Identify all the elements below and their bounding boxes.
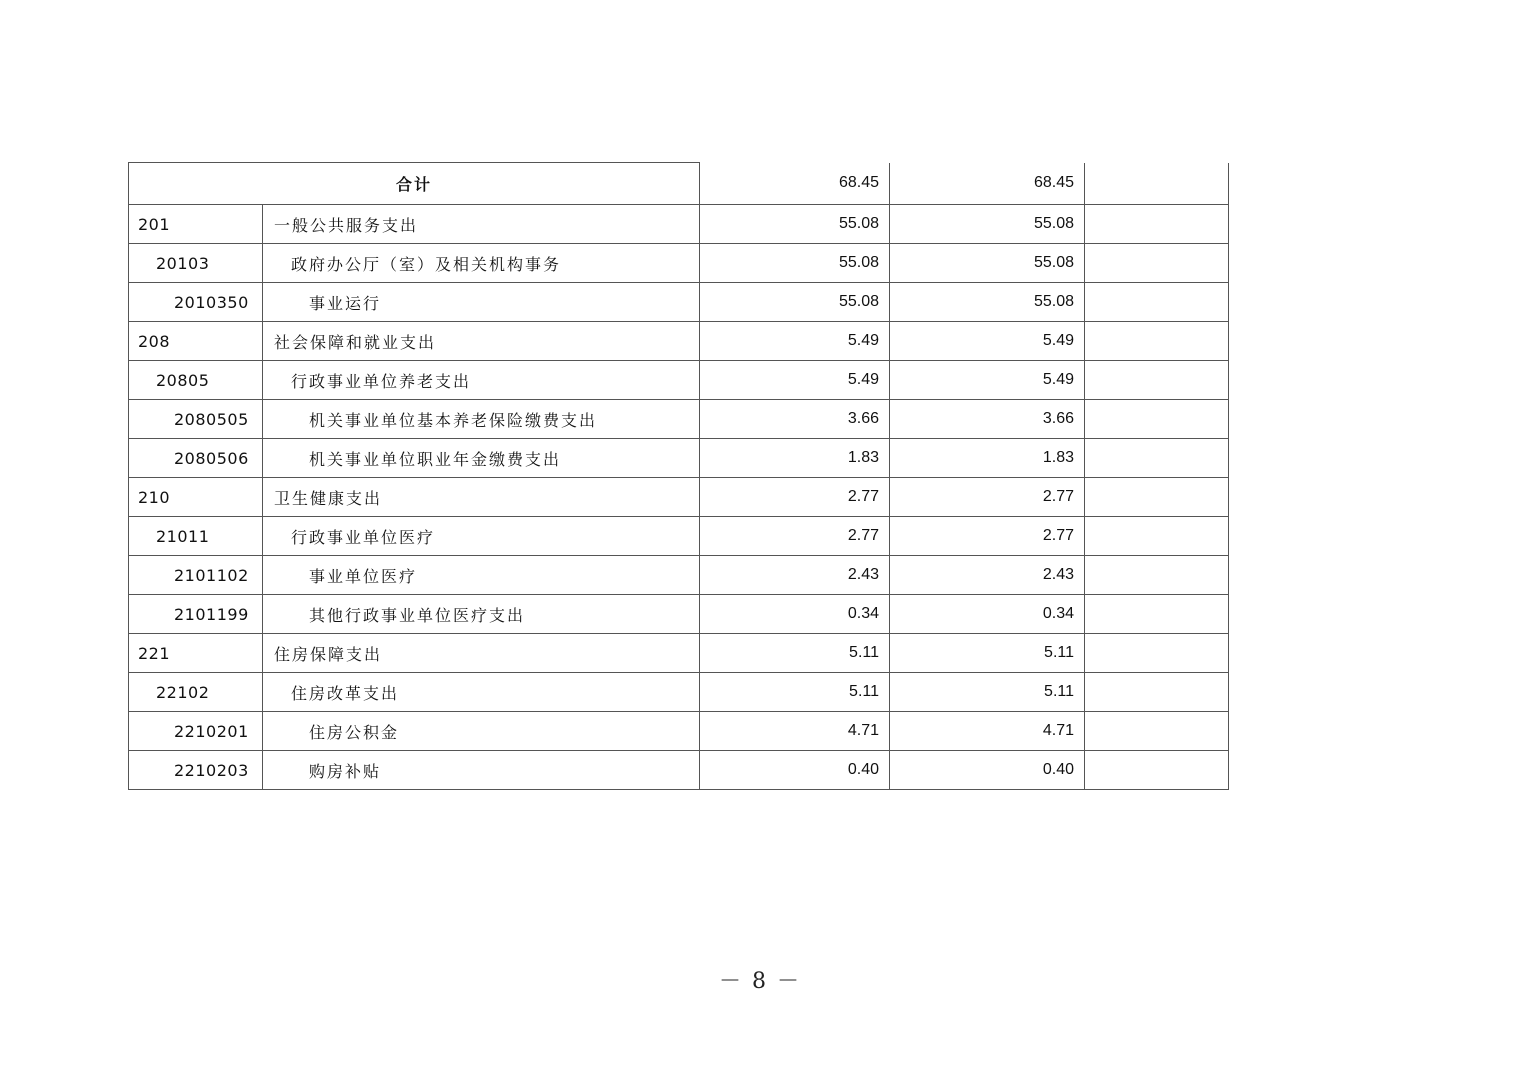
row-value-3 bbox=[1085, 478, 1229, 517]
table-row bbox=[129, 244, 1229, 283]
row-value-2: 0.40 bbox=[890, 751, 1085, 790]
table-row bbox=[129, 751, 1229, 790]
row-value-2: 5.49 bbox=[890, 322, 1085, 361]
total-value-2: 68.45 bbox=[890, 163, 1085, 205]
budget-table bbox=[128, 162, 1229, 790]
table-row bbox=[129, 283, 1229, 322]
row-value-2: 5.11 bbox=[890, 634, 1085, 673]
row-value-1: 5.49 bbox=[700, 361, 890, 400]
table-row bbox=[129, 400, 1229, 439]
page-number: － 8 － bbox=[719, 969, 801, 994]
row-value-1: 2.77 bbox=[700, 517, 890, 556]
row-value-3 bbox=[1085, 751, 1229, 790]
row-code: 2210201 bbox=[129, 712, 263, 751]
row-value-3 bbox=[1085, 634, 1229, 673]
row-value-3 bbox=[1085, 712, 1229, 751]
row-code: 2210203 bbox=[129, 751, 263, 790]
row-name: 购房补贴 bbox=[263, 751, 700, 790]
table-row bbox=[129, 634, 1229, 673]
row-code: 210 bbox=[129, 478, 263, 517]
row-code: 2010350 bbox=[129, 283, 263, 322]
row-value-3 bbox=[1085, 517, 1229, 556]
table-row bbox=[129, 595, 1229, 634]
row-code: 221 bbox=[129, 634, 263, 673]
row-value-3 bbox=[1085, 205, 1229, 244]
row-value-2: 5.11 bbox=[890, 673, 1085, 712]
table-row bbox=[129, 478, 1229, 517]
row-code: 22102 bbox=[129, 673, 263, 712]
row-value-2: 0.34 bbox=[890, 595, 1085, 634]
row-value-2: 55.08 bbox=[890, 205, 1085, 244]
row-value-1: 5.49 bbox=[700, 322, 890, 361]
row-value-2: 1.83 bbox=[890, 439, 1085, 478]
table-body bbox=[129, 163, 1229, 790]
row-value-1: 0.40 bbox=[700, 751, 890, 790]
row-name: 机关事业单位职业年金缴费支出 bbox=[263, 439, 700, 478]
row-value-1: 3.66 bbox=[700, 400, 890, 439]
row-name: 事业运行 bbox=[263, 283, 700, 322]
row-value-2: 55.08 bbox=[890, 244, 1085, 283]
row-code: 208 bbox=[129, 322, 263, 361]
table-row bbox=[129, 205, 1229, 244]
row-value-2: 55.08 bbox=[890, 283, 1085, 322]
row-value-1: 4.71 bbox=[700, 712, 890, 751]
row-value-3 bbox=[1085, 283, 1229, 322]
row-value-3 bbox=[1085, 439, 1229, 478]
row-code: 20103 bbox=[129, 244, 263, 283]
row-name: 机关事业单位基本养老保险缴费支出 bbox=[263, 400, 700, 439]
row-code: 2080505 bbox=[129, 400, 263, 439]
table-row bbox=[129, 556, 1229, 595]
row-value-2: 2.43 bbox=[890, 556, 1085, 595]
row-value-1: 1.83 bbox=[700, 439, 890, 478]
row-value-2: 2.77 bbox=[890, 517, 1085, 556]
row-value-1: 5.11 bbox=[700, 673, 890, 712]
row-value-3 bbox=[1085, 322, 1229, 361]
total-label: 合计 bbox=[129, 163, 700, 205]
row-name: 行政事业单位医疗 bbox=[263, 517, 700, 556]
row-value-3 bbox=[1085, 400, 1229, 439]
row-value-1: 55.08 bbox=[700, 205, 890, 244]
row-value-1: 55.08 bbox=[700, 283, 890, 322]
row-code: 2080506 bbox=[129, 439, 263, 478]
total-row bbox=[129, 163, 1229, 205]
table-row bbox=[129, 517, 1229, 556]
row-value-3 bbox=[1085, 244, 1229, 283]
row-name: 住房公积金 bbox=[263, 712, 700, 751]
row-name: 政府办公厅（室）及相关机构事务 bbox=[263, 244, 700, 283]
row-code: 2101199 bbox=[129, 595, 263, 634]
table-row bbox=[129, 361, 1229, 400]
total-value-1: 68.45 bbox=[700, 163, 890, 205]
row-code: 21011 bbox=[129, 517, 263, 556]
row-name: 卫生健康支出 bbox=[263, 478, 700, 517]
row-value-3 bbox=[1085, 556, 1229, 595]
row-value-2: 4.71 bbox=[890, 712, 1085, 751]
table-row bbox=[129, 439, 1229, 478]
row-value-1: 0.34 bbox=[700, 595, 890, 634]
row-value-3 bbox=[1085, 673, 1229, 712]
row-name: 事业单位医疗 bbox=[263, 556, 700, 595]
row-value-2: 3.66 bbox=[890, 400, 1085, 439]
row-value-2: 5.49 bbox=[890, 361, 1085, 400]
row-code: 2101102 bbox=[129, 556, 263, 595]
row-name: 其他行政事业单位医疗支出 bbox=[263, 595, 700, 634]
row-value-1: 5.11 bbox=[700, 634, 890, 673]
row-code: 201 bbox=[129, 205, 263, 244]
row-value-1: 2.77 bbox=[700, 478, 890, 517]
row-name: 一般公共服务支出 bbox=[263, 205, 700, 244]
row-name: 社会保障和就业支出 bbox=[263, 322, 700, 361]
row-value-2: 2.77 bbox=[890, 478, 1085, 517]
row-code: 20805 bbox=[129, 361, 263, 400]
total-value-3 bbox=[1085, 163, 1229, 205]
row-name: 住房保障支出 bbox=[263, 634, 700, 673]
table-row bbox=[129, 673, 1229, 712]
table-row bbox=[129, 322, 1229, 361]
row-value-1: 55.08 bbox=[700, 244, 890, 283]
row-value-3 bbox=[1085, 361, 1229, 400]
table-row bbox=[129, 712, 1229, 751]
row-name: 行政事业单位养老支出 bbox=[263, 361, 700, 400]
row-value-3 bbox=[1085, 595, 1229, 634]
row-value-1: 2.43 bbox=[700, 556, 890, 595]
row-name: 住房改革支出 bbox=[263, 673, 700, 712]
